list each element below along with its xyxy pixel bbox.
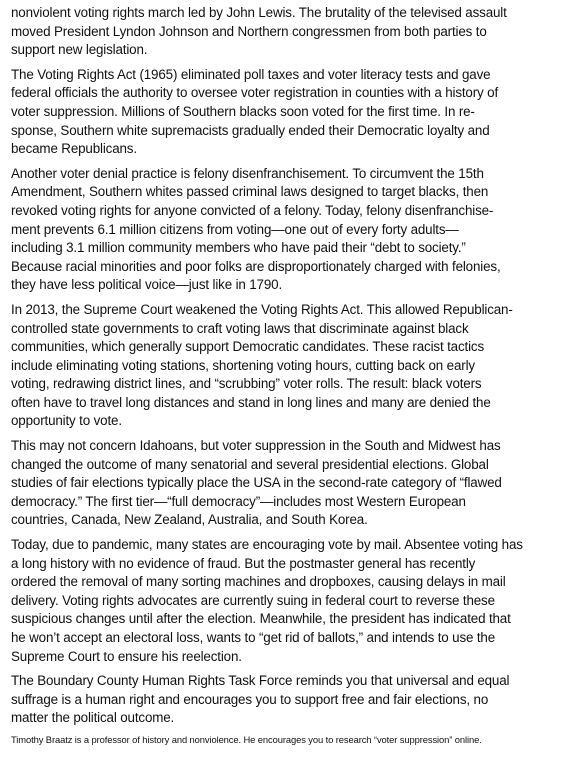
text-line: studies of fair elections typically place the USA in the second-rate category of “flawed — [11, 475, 502, 491]
text-line: This may not concern Idahoans, but voter suppression in the South and Midwest has — [11, 438, 501, 454]
paragraph-1 — [11, 4, 551, 60]
text-line: changed the outcome of many senatorial and several presidential elections. Global — [11, 456, 489, 472]
paragraph-7 — [11, 672, 551, 728]
text-line: suffrage is a human right and encourages you to support free and fair elections, no — [11, 691, 489, 707]
paragraph-6 — [11, 536, 551, 666]
text-line: include eliminating voting stations, shortening voting hours, cutting back on early — [11, 357, 475, 373]
text-line: he won’t accept an electoral loss, wants to “get rid of ballots,” and intends to use the — [11, 630, 496, 645]
text-line: Amendment, Southern whites passed criminal laws designed to target blacks, then — [11, 184, 489, 200]
paragraph-2 — [11, 66, 551, 159]
text-line: In 2013, the Supreme Court weakened the Voting Rights Act. This allowed Republican- — [11, 301, 513, 317]
text-line: nonviolent voting rights march led by John Lewis. The brutality of the televised assault — [11, 5, 507, 20]
text-line: sponse, Southern white supremacists gradually ended their Democratic loyalty and — [11, 122, 490, 138]
paragraph-5 — [11, 437, 551, 530]
text-line: communities, which generally support Democratic candidates. These racist tactics — [11, 339, 484, 355]
text-line: Supreme Court to ensure his reelection. — [11, 648, 242, 664]
text-line: including 3.1 million community members who have paid their “debt to society.” — [11, 240, 466, 256]
text-line: democracy.” The first tier—“full democracy”—includes most Western European — [11, 493, 466, 509]
text-line: Because racial minorities and poor folks are disproportionately charged with felonies, — [11, 258, 501, 274]
text-line: controlled state governments to craft voting laws that discriminate against black — [11, 320, 469, 336]
text-line: voting, redrawing district lines, and “scrubbing” voter rolls. The result: black voters — [11, 376, 482, 392]
text-line: support new legislation. — [11, 42, 148, 58]
text-line: The Voting Rights Act (1965) eliminated poll taxes and voter literacy tests and gave — [11, 66, 491, 82]
author-footer: Timothy Braatz is a professor of history and nonviolence. He encourages you to research “voter suppression” online. — [11, 733, 482, 745]
text-line: opportunity to vote. — [11, 413, 122, 429]
text-line: ordered the removal of many sorting machines and dropboxes, causing delays in mail — [11, 574, 506, 590]
text-line: often have to travel long distances and stand in long lines and many are denied the — [11, 394, 491, 410]
text-line: matter the political outcome. — [11, 710, 175, 726]
text-line: Today, due to pandemic, many states are encouraging vote by mail. Absentee voting has — [11, 537, 523, 553]
text-line: Another voter denial practice is felony disenfranchisement. To circumvent the 15th — [11, 165, 484, 181]
paragraph-4 — [11, 301, 551, 431]
article-page — [11, 4, 551, 746]
text-line: a long history with no evidence of fraud. But the postmaster general has recently — [11, 555, 476, 571]
text-line: delivery. Voting rights advocates are currently suing in federal court to reverse these — [11, 592, 495, 608]
text-line: ment prevents 6.1 million citizens from voting—one out of every forty adults— — [11, 221, 459, 237]
text-line: federal officials the authority to oversee voter registration in counties with a history of — [11, 85, 499, 101]
text-line: revoked voting rights for anyone convicted of a felony. Today, felony disenfranchise- — [11, 202, 494, 218]
text-line: The Boundary County Human Rights Task Force reminds you that universal and equal — [11, 673, 510, 689]
paragraph-3 — [11, 165, 551, 295]
text-line: voter suppression. Millions of Southern blacks soon voted for the first time. In re- — [11, 103, 475, 119]
text-line: countries, Canada, New Zealand, Australia, and South Korea. — [11, 512, 368, 528]
text-line: moved President Lyndon Johnson and Northern congressmen from both parties to — [11, 23, 487, 39]
text-line: they have less political voice—just like in 1790. — [11, 277, 283, 293]
text-line: became Republicans. — [11, 141, 137, 157]
text-line: suspicious changes until after the election. Meanwhile, the president has indicated that — [11, 611, 511, 627]
